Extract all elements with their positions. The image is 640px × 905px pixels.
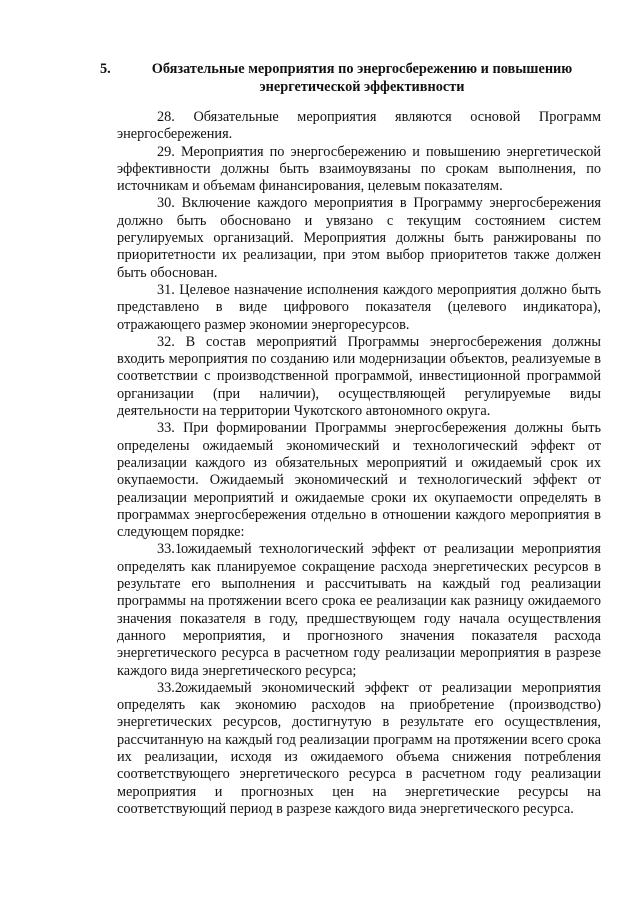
- paragraph-number: 30.: [157, 195, 175, 212]
- paragraph-text: Целевое назначение исполнения каждого мероприятия должно быть представлено в виде цифрового показателя (целевого индикатора), отражающего размер экономии энергоресурсов.: [117, 281, 601, 333]
- paragraph-30: [117, 195, 601, 281]
- paragraph-number: 29.: [157, 143, 175, 160]
- paragraph-text: При формировании Программы энергосбережения должны быть определены ожидаемый экономический и технологический эффект от реализации каждого из обязательных мероприятий и ожидаемый срок их окупаемости. Ожидаемый экономический и технологический эффект от реализации мероприятий и ожидаемые сроки их окупаемости определять в программах энергосбережения отдельно в отношении каждого мероприятия в следующем порядке:: [117, 420, 601, 541]
- paragraph-28: [117, 109, 601, 144]
- paragraph-31: [117, 282, 601, 334]
- section-heading: [100, 60, 608, 96]
- paragraph-33-1: [117, 541, 601, 679]
- paragraph-number: 28.: [157, 109, 175, 125]
- document-body: [117, 109, 601, 818]
- paragraph-text: Включение каждого мероприятия в Программу энергосбережения должно быть обосновано и увязано с текущим состоянием систем регулируемых организаций. Мероприятия должны быть ранжированы по приоритетности их реализации, при этом выбор приоритетов также должен быть обоснован.: [117, 195, 602, 281]
- paragraph-number: 33.: [157, 420, 175, 437]
- section-number: 5.: [100, 61, 111, 77]
- paragraph-32: [117, 334, 601, 420]
- paragraph-number: 31.: [157, 281, 175, 298]
- paragraph-number: 33.2: [157, 679, 183, 696]
- paragraph-text: В состав мероприятий Программы энергосбережения должны входить мероприятия по созданию или модернизации объектов, реализуемые в соответствии с производственной программой, инвестиционной программой организации (при наличии), осуществляющей регулируемые виды деятельности на территории Чукотского автономного округа.: [117, 333, 601, 420]
- paragraph-number: 33.1: [157, 541, 183, 558]
- paragraph-33: [117, 420, 601, 541]
- paragraph-text: Обязательные мероприятия являются основой Программ энергосбережения.: [117, 109, 601, 143]
- section-title: [100, 60, 608, 96]
- paragraph-text: ожидаемый технологический эффект от реализации мероприятия определять как планируемое сокращение расхода энергетических ресурсов в результате его выполнения и рассчитывать на каждый год реализации программы на протяжении всего срока ее реализации как разницу ожидаемого значения показателя в году, предшествующем году начала осуществления данного мероприятия, и прогнозного значения показателя расхода энергетического ресурса в расчетном году реализации мероприятия в разрезе каждого вида энергетического ресурса;: [117, 541, 601, 679]
- section-title-line-1: Обязательные мероприятия по энергосбережению и повышению: [151, 61, 573, 77]
- paragraph-number: 32.: [157, 333, 175, 350]
- section-title-line-2: энергетической эффективности: [259, 79, 465, 95]
- paragraph-29: [117, 144, 601, 196]
- paragraph-text: ожидаемый экономический эффект от реализации мероприятия определять как экономию расходов на приобретение (производство) энергетических ресурсов, достигнутую в результате его осуществления, рассчитанную на каждый год реализации программ на протяжении всего срока их реализации, исходя из ожидаемого объема снижения потребления соответствующего энергетического ресурса в расчетном году реализации мероприятия и прогнозных цен на энергетические ресурсы на соответствующий период в разрезе каждого вида энергетического ресурса.: [117, 679, 601, 817]
- paragraph-text: Мероприятия по энергосбережению и повышению энергетической эффективности должны быть взаимоувязаны по срокам выполнения, по источникам и объемам финансирования, целевым показателям.: [117, 143, 602, 195]
- paragraph-33-2: [117, 680, 601, 818]
